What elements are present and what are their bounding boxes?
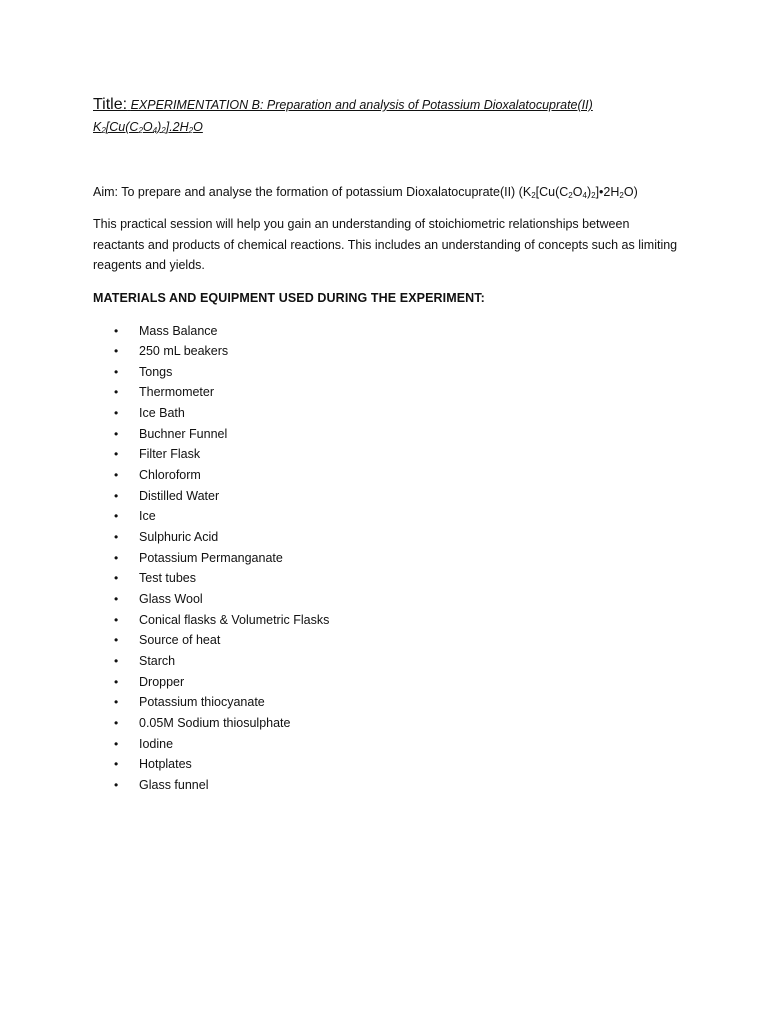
list-item <box>93 775 683 796</box>
list-item <box>93 341 683 362</box>
list-item-label: Buchner Funnel <box>139 426 228 441</box>
list-item-label: Sulphuric Acid <box>139 530 219 545</box>
list-item <box>93 403 683 424</box>
list-item <box>93 548 683 569</box>
aim-text: O) <box>623 185 638 199</box>
document-page <box>93 94 683 796</box>
list-item <box>93 692 683 713</box>
formula-part: [Cu(C <box>105 120 139 134</box>
title-main: EXPERIMENTATION B: Preparation and analysis of Potassium Dioxalatocuprate(II) <box>130 98 593 112</box>
list-item-label: Ice Bath <box>139 406 185 421</box>
bullet-icon: • <box>114 364 119 379</box>
list-item-label: Potassium thiocyanate <box>139 695 265 710</box>
bullet-icon: • <box>114 777 119 792</box>
bullet-icon: • <box>114 385 119 400</box>
bullet-icon: • <box>114 406 119 421</box>
formula-part: O <box>142 120 153 134</box>
list-item <box>93 486 683 507</box>
list-item <box>93 568 683 589</box>
list-item <box>93 506 683 527</box>
bullet-icon: • <box>114 633 119 648</box>
list-item-label: Filter Flask <box>139 447 201 462</box>
bullet-icon: • <box>114 468 119 483</box>
list-item-label: Thermometer <box>139 385 215 400</box>
list-item-label: Glass Wool <box>139 592 203 607</box>
list-item <box>93 362 683 383</box>
list-item-label: Test tubes <box>139 571 196 586</box>
formula-part: ) <box>157 120 162 134</box>
list-item <box>93 651 683 672</box>
bullet-icon: • <box>114 757 119 772</box>
bullet-icon: • <box>114 530 119 545</box>
aim-text: ) <box>586 185 592 199</box>
materials-heading: MATERIALS AND EQUIPMENT USED DURING THE EXPERIMENT: <box>93 290 485 305</box>
bullet-icon: • <box>114 715 119 730</box>
formula-part: O <box>193 120 203 134</box>
list-item <box>93 465 683 486</box>
formula-subscript: 4 <box>152 126 158 135</box>
list-item-label: Tongs <box>139 364 173 379</box>
bullet-icon: • <box>114 571 119 586</box>
list-item-label: Mass Balance <box>139 323 218 338</box>
list-item <box>93 382 683 403</box>
aim-subscript: 2 <box>591 191 596 200</box>
bullet-icon: • <box>114 674 119 689</box>
list-item-label: Iodine <box>139 736 174 751</box>
list-item <box>93 713 683 734</box>
list-item-label: Conical flasks & Volumetric Flasks <box>139 612 330 627</box>
bullet-icon: • <box>114 344 119 359</box>
list-item <box>93 527 683 548</box>
aim-text: O <box>572 185 583 199</box>
aim-subscript: 2 <box>568 191 573 200</box>
aim-statement <box>93 182 683 202</box>
aim-text: ]•2H <box>595 185 620 199</box>
aim-text: Aim: To prepare and analyse the formation of potassium Dioxalatocuprate(II) (K <box>93 185 532 199</box>
list-item-label: Source of heat <box>139 633 221 648</box>
bullet-icon: • <box>114 654 119 668</box>
title-formula <box>93 116 683 138</box>
aim-subscript: 2 <box>619 191 624 200</box>
list-item <box>93 610 683 631</box>
bullet-icon: • <box>114 323 119 338</box>
bullet-icon: • <box>114 736 119 751</box>
formula-part: K <box>93 120 102 134</box>
list-item <box>93 672 683 693</box>
list-item <box>93 754 683 775</box>
list-item-label: Dropper <box>139 674 185 689</box>
bullet-icon: • <box>114 550 119 565</box>
list-item <box>93 734 683 755</box>
title-label: Title: <box>93 96 128 113</box>
list-item-label: Distilled Water <box>139 488 220 503</box>
formula-subscript: 2 <box>101 126 106 135</box>
list-item-label: Ice <box>139 509 156 524</box>
list-item <box>93 589 683 610</box>
list-item-label: 250 mL beakers <box>139 344 229 359</box>
document-title <box>93 94 683 116</box>
formula-subscript: 2 <box>138 126 143 135</box>
aim-text: [Cu(C <box>535 185 569 199</box>
list-item-label: Potassium Permanganate <box>139 550 283 565</box>
list-item-label: Starch <box>139 654 176 668</box>
list-item <box>93 321 683 342</box>
bullet-icon: • <box>114 488 119 503</box>
list-item <box>93 630 683 651</box>
bullet-icon: • <box>114 447 119 462</box>
list-item-label: Glass funnel <box>139 777 209 792</box>
list-item <box>93 444 683 465</box>
bullet-icon: • <box>114 426 119 441</box>
formula-subscript: 2 <box>161 126 166 135</box>
bullet-icon: • <box>114 592 119 607</box>
list-item-label: Chloroform <box>139 468 201 483</box>
formula-part: ].2H <box>165 120 189 134</box>
list-item-label: 0.05M Sodium thiosulphate <box>139 715 291 730</box>
aim-subscript: 4 <box>582 191 587 200</box>
bullet-icon: • <box>114 612 119 627</box>
aim-subscript: 2 <box>531 191 536 200</box>
bullet-icon: • <box>114 695 119 710</box>
list-item-label: Hotplates <box>139 757 192 772</box>
formula-subscript: 2 <box>188 126 194 135</box>
materials-list <box>93 321 683 796</box>
list-item <box>93 424 683 445</box>
intro-paragraph: This practical session will help you gain an understanding of stoichiometric relationships between reactants and products of chemical reactions. This includes an understanding of concepts such as limiting reagents and yields. <box>93 217 678 272</box>
bullet-icon: • <box>114 509 119 524</box>
